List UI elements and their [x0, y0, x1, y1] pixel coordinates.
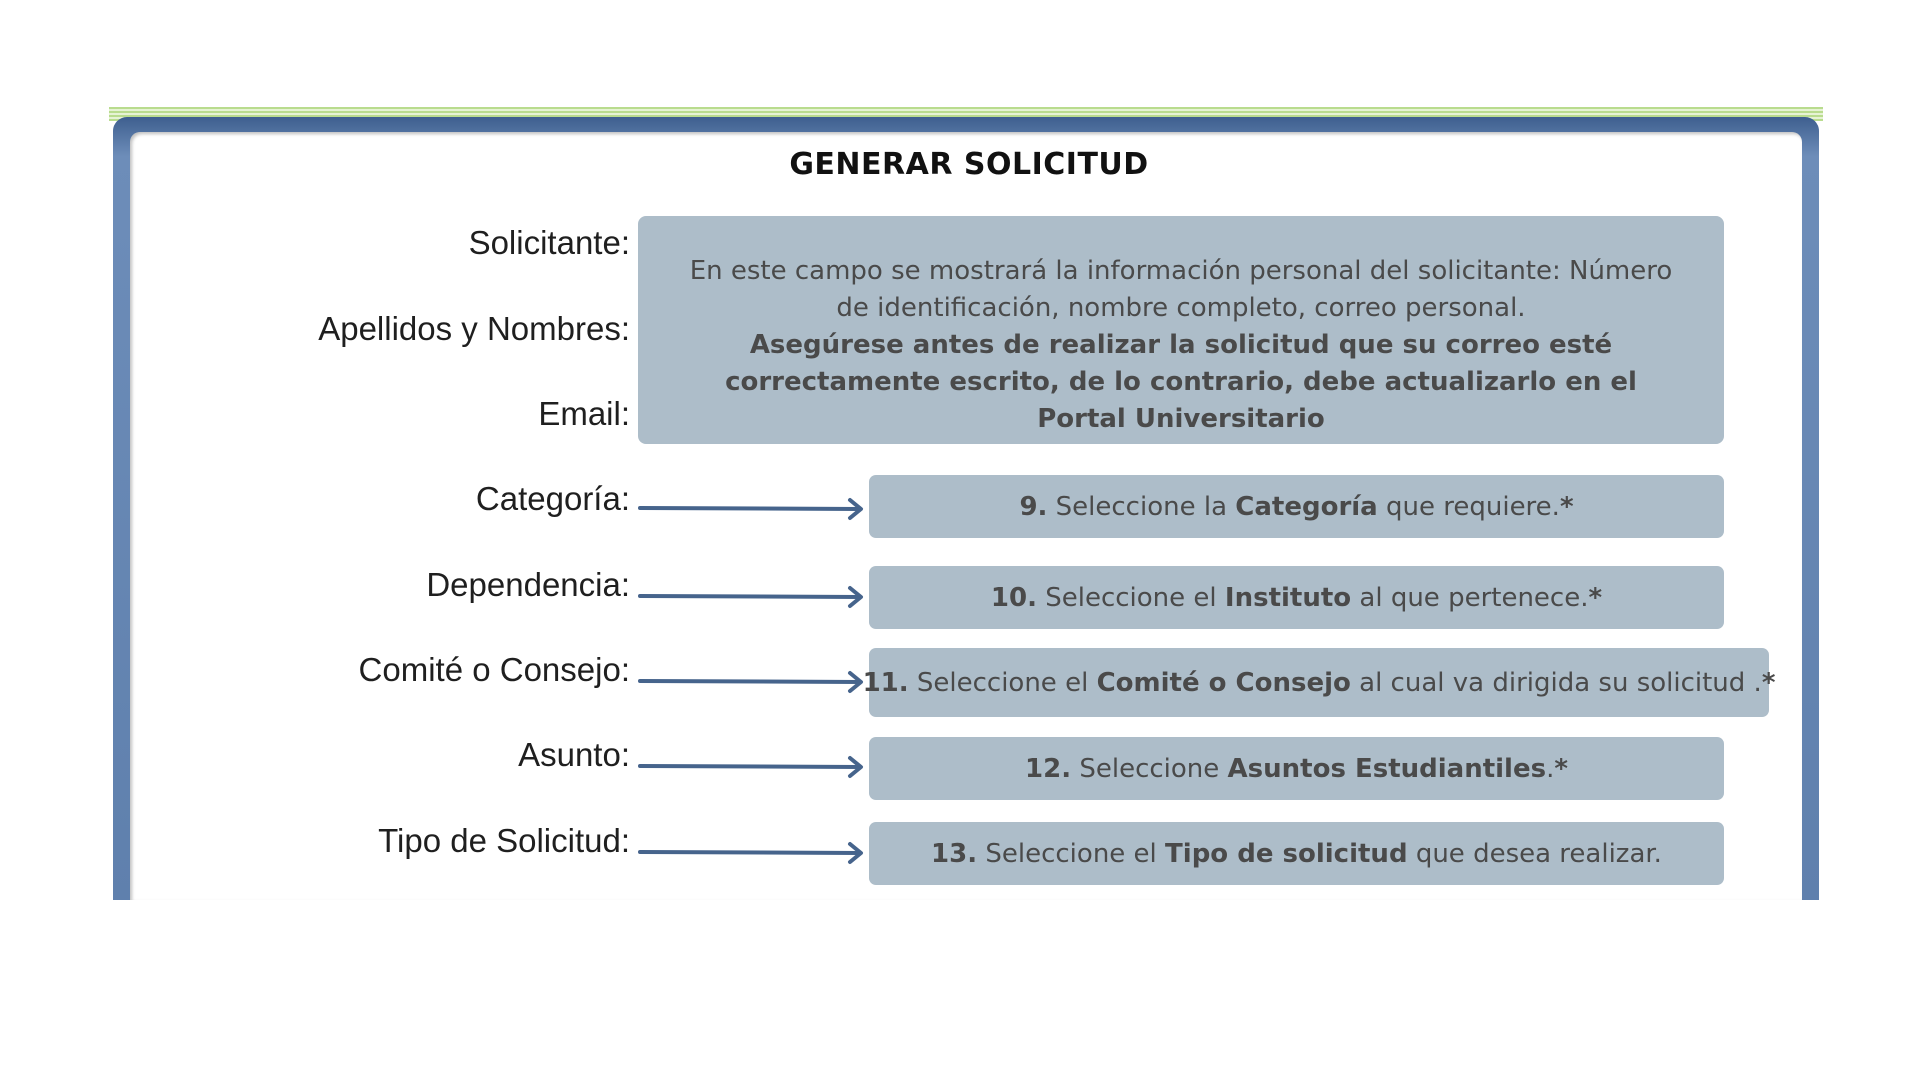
label-comite-consejo: Comité o Consejo: — [358, 651, 630, 688]
step-text: al que pertenece. — [1351, 582, 1589, 613]
applicant-info-text: En este campo se mostrará la información personal del solicitante: Número de identificación, nombre completo, correo personal. — [689, 256, 1673, 323]
step-text: al cual va dirigida su solicitud . — [1350, 667, 1762, 698]
applicant-info-callout — [638, 216, 1724, 444]
required-mark: * — [1761, 667, 1776, 698]
step-11-callout — [862, 648, 1776, 717]
step-keyword: Comité o Consejo — [1096, 667, 1351, 698]
step-keyword: Tipo de solicitud — [1165, 838, 1408, 869]
step-text: Seleccione el — [977, 838, 1166, 869]
label-tipo-solicitud: Tipo de Solicitud: — [378, 822, 630, 859]
required-mark: * — [1554, 753, 1568, 784]
required-mark: * — [1559, 491, 1574, 522]
step-keyword: Asuntos Estudiantiles — [1227, 753, 1547, 784]
step-number: 13. — [931, 838, 978, 869]
arrow-icon — [638, 841, 870, 865]
required-mark: * — [1588, 582, 1603, 613]
step-text: que requiere. — [1377, 491, 1560, 522]
arrow-icon — [638, 755, 870, 779]
page-title: GENERAR SOLICITUD — [789, 147, 1149, 182]
step-text: Seleccione — [1071, 753, 1228, 784]
step-text: Seleccione la — [1047, 491, 1236, 522]
arrow-icon — [638, 497, 870, 521]
label-categoria: Categoría: — [475, 480, 630, 517]
step-number: 12. — [1025, 753, 1072, 784]
step-number: 10. — [990, 582, 1037, 613]
step-number: 11. — [862, 667, 909, 698]
step-keyword: Instituto — [1224, 582, 1352, 613]
label-solicitante: Solicitante: — [468, 224, 630, 261]
label-asunto: Asunto: — [518, 736, 630, 773]
arrow-icon — [638, 585, 870, 609]
label-dependencia: Dependencia: — [426, 566, 630, 603]
email-warning-text: Asegúrese antes de realizar la solicitud que su correo esté correctamente escrito, de lo contrario, debe actualizarlo en el Portal Universitario — [725, 330, 1637, 434]
arrow-icon — [638, 670, 870, 694]
step-text: que desea realizar. — [1407, 838, 1662, 869]
step-text: Seleccione el — [908, 667, 1097, 698]
step-text: . — [1546, 753, 1555, 784]
step-13-callout — [869, 822, 1724, 885]
step-9-callout — [869, 475, 1724, 538]
label-apellidos-nombres: Apellidos y Nombres: — [318, 310, 630, 347]
step-12-callout — [869, 737, 1724, 800]
label-email: Email: — [538, 395, 630, 432]
step-10-callout — [869, 566, 1724, 629]
step-number: 9. — [1019, 491, 1048, 522]
step-keyword: Categoría — [1235, 491, 1378, 522]
step-text: Seleccione el — [1036, 582, 1225, 613]
